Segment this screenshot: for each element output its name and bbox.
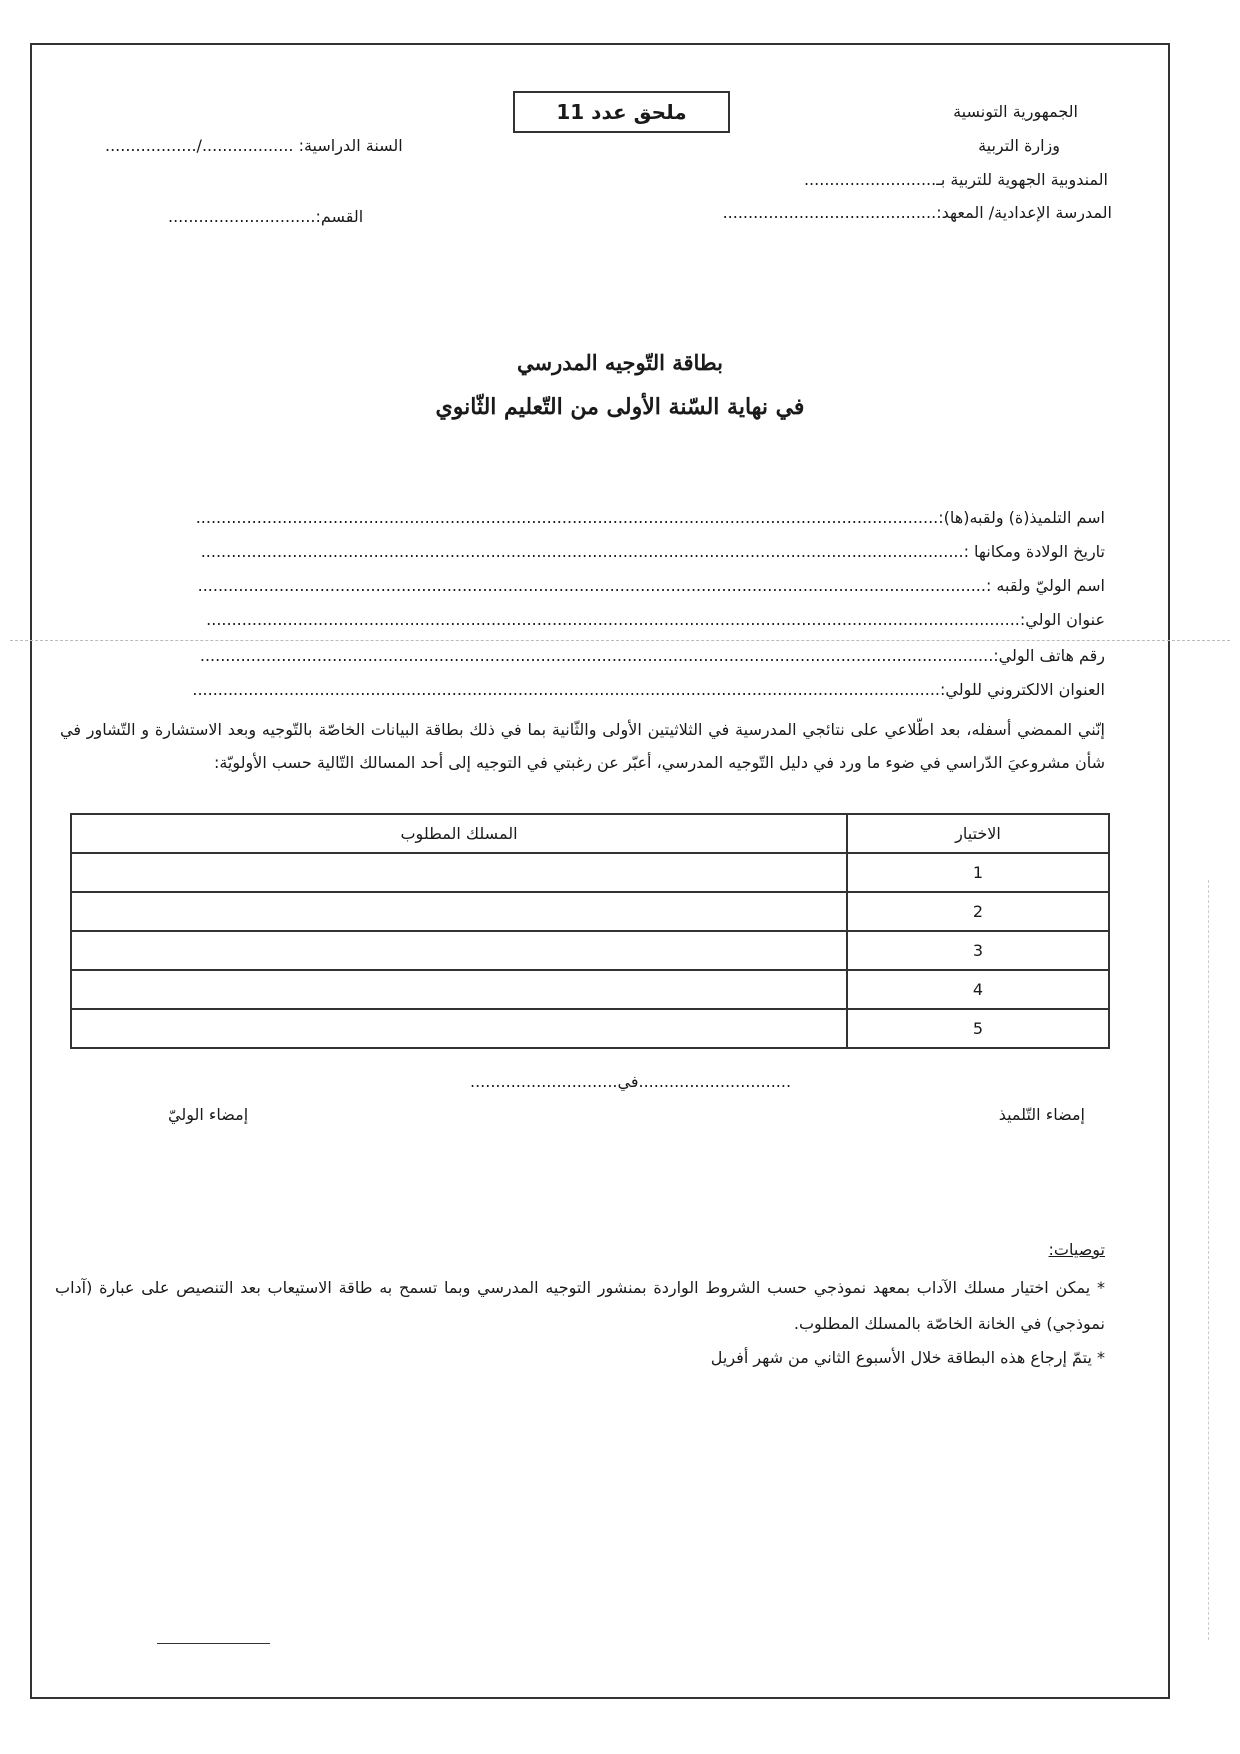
- header-track: المسلك المطلوب: [71, 814, 847, 853]
- section-field: القسم:.............................: [168, 207, 364, 226]
- table-row: [71, 853, 1109, 892]
- choice-number: 2: [847, 892, 1109, 931]
- annex-number: ملحق عدد 11: [556, 100, 687, 124]
- choice-number: 1: [847, 853, 1109, 892]
- table-row: [71, 931, 1109, 970]
- table-row: [71, 892, 1109, 931]
- scan-artifact-line: [10, 640, 1230, 641]
- parent-signature-label: إمضاء الوليّ: [168, 1105, 249, 1124]
- annex-number-box: [513, 91, 730, 133]
- choice-number: 4: [847, 970, 1109, 1009]
- footnote-rule: [157, 1643, 270, 1644]
- header-choice: الاختيار: [847, 814, 1109, 853]
- field-parent-email: [90, 680, 1105, 699]
- field-student-name: [90, 508, 1105, 527]
- field-dots: ..................................................................................................................................................: [195, 508, 939, 527]
- track-cell[interactable]: [71, 1009, 847, 1048]
- field-label: عنوان الولي:: [1019, 610, 1105, 629]
- field-parent-phone: [90, 646, 1105, 665]
- field-dots: ................................................................................................................................................................: [206, 610, 1020, 629]
- recommendation-item-2: * يتمّ إرجاع هذه البطاقة خلال الأسبوع الثاني من شهر أفريل: [710, 1348, 1105, 1367]
- field-dots: ...................................................................................................................................................: [192, 680, 940, 699]
- recommendation-item-1: * يمكن اختيار مسلك الآداب بمعهد نموذجي حسب الشروط الواردة بمنشور التوجيه المدرسي وبما تسمح به طاقة الاستيعاب بعد التنصيص على عبارة (آداب نموذجي) في الخانة الخاصّة بالمسلك المطلوب.: [55, 1278, 1105, 1333]
- header-school: المدرسة الإعدادية/ المعهد:..........................................: [722, 203, 1112, 222]
- header-republic: الجمهورية التونسية: [953, 102, 1078, 121]
- field-dots: ......................................................................................................................................................: [200, 542, 964, 561]
- field-dots: ...........................................................................................................................................................: [197, 576, 986, 595]
- field-label: اسم التلميذ(ة) ولقبه(ها):: [938, 508, 1105, 527]
- student-signature-label: إمضاء التّلميذ: [998, 1105, 1085, 1124]
- field-parent-address: [90, 610, 1105, 629]
- field-dots: ............................................................................................................................................................: [199, 646, 994, 665]
- date-place-line: ..............................في.............................: [470, 1072, 792, 1091]
- declaration-text: إنّني الممضي أسفله، بعد اطّلاعي على نتائجي المدرسية في الثلاثيتين الأولى والثّانية بما في ذلك بطاقة البيانات الخاصّة بالتّوجيه وبعد الاستشارة و التّشاور في شأن مشروعيَ الدّراسي في ضوء ما ورد في دليل التّوجيه المدرسي، أعبّر عن رغبتي في التوجيه إلى أحد المسالك التّالية حسب الأولويّة:: [60, 720, 1105, 772]
- field-birth: [90, 542, 1105, 561]
- table-header-row: [71, 814, 1109, 853]
- choice-number: 3: [847, 931, 1109, 970]
- table-row: [71, 1009, 1109, 1048]
- table-row: [71, 970, 1109, 1009]
- scan-artifact-vertical: [1208, 880, 1209, 1640]
- header-regional: المندوبية الجهوية للتربية بـ..........................: [803, 170, 1108, 189]
- field-label: رقم هاتف الولي:: [993, 646, 1105, 665]
- school-year-field: السنة الدراسية: ................../..................: [105, 136, 403, 155]
- track-cell[interactable]: [71, 970, 847, 1009]
- choice-number: 5: [847, 1009, 1109, 1048]
- recommendations-heading: توصيات:: [1048, 1240, 1105, 1259]
- choices-table: [70, 813, 1110, 1049]
- field-label: تاريخ الولادة ومكانها :: [963, 542, 1105, 561]
- field-label: اسم الوليّ ولقبه :: [985, 576, 1105, 595]
- field-label: العنوان الالكتروني للولي:: [940, 680, 1105, 699]
- card-subtitle: في نهاية السّنة الأولى من التّعليم الثّانوي: [435, 394, 805, 420]
- track-cell[interactable]: [71, 892, 847, 931]
- card-title: بطاقة التّوجيه المدرسي: [516, 350, 724, 375]
- track-cell[interactable]: [71, 853, 847, 892]
- track-cell[interactable]: [71, 931, 847, 970]
- header-ministry: وزارة التربية: [978, 136, 1060, 155]
- field-parent-name: [90, 576, 1105, 595]
